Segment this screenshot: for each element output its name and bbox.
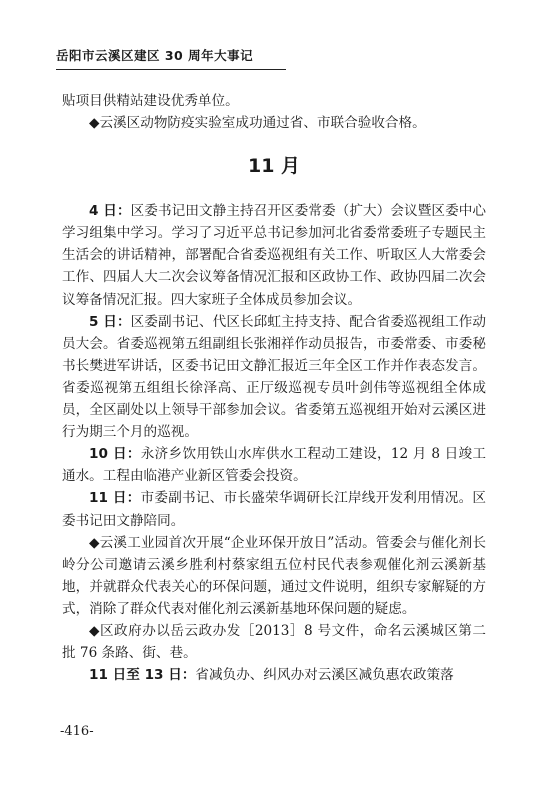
event-date: 11 日至 13 日：	[89, 667, 196, 684]
event-text: 省减负办、纠风办对云溪区减负惠农政策落	[195, 667, 454, 684]
event-entry	[62, 200, 486, 310]
event-entry	[62, 487, 486, 531]
event-text: 市委副书记、市长盛荣华调研长江岸线开发利用情况。区委书记田文静陪同。	[62, 490, 486, 529]
page-number: -416-	[60, 724, 94, 739]
continued-paragraph: 贴项目供精站建设优秀单位。	[62, 93, 239, 109]
event-date: 4 日：	[89, 203, 131, 220]
event-entry	[62, 311, 486, 444]
event-lab-acceptance: ◆云溪区动物防疫实验室成功通过省、市联合验收合格。	[89, 115, 426, 132]
running-header: 岳阳市云溪区建区 30 周年大事记	[56, 46, 286, 70]
event-text: 区委副书记、代区长邱虹主持支持、配合省委巡视组工作动员大会。省委巡视第五组副组长张湘祥作动员报告，市委常委、市委秘书长樊进军讲话，区委书记田文静汇报近三年全区工作并作表态发言。省委巡视第五组组长徐泽高、正厅级巡视专员叶剑伟等巡视组全体成员，全区副处以上领导干部参加会议。省委第五巡视组开始对云溪区进行为期三个月的巡视。	[62, 313, 486, 441]
event-date: 11 日：	[89, 490, 141, 507]
event-date: 10 日：	[89, 446, 141, 463]
event-entry: ◆区政府办以岳云政办发［2013］8 号文件，命名云溪城区第二批 76 条路、街、巷。	[62, 622, 486, 662]
month-heading: 11 月	[247, 155, 301, 178]
event-entry	[62, 664, 486, 686]
event-text: 永济乡饮用铁山水库供水工程动工建设，12 月 8 日竣工通水。工程由临港产业新区管委会投资。	[62, 446, 486, 485]
page-body	[62, 90, 486, 686]
event-entry: ◆云溪工业园首次开展“企业环保开放日”活动。管委会与催化剂长岭分公司邀请云溪乡胜利村蔡家组五位村民代表参观催化剂云溪新基地，并就群众代表关心的环保问题，通过文件说明，组织专家解疑的方式，消除了群众代表对催化剂云溪新基地环保问题的疑虑。	[62, 534, 486, 617]
event-text: 区委书记田文静主持召开区委常委（扩大）会议暨区委中心学习组集中学习。学习了习近平总书记参加河北省委常委班子专题民主生活会的讲话精神，部署配合省委巡视组有关工作、听取区人大常委会工作、四届人大二次会议筹备情况汇报和区政协工作、政协四届二次会议筹备情况汇报。四大家班子全体成员参加会议。	[62, 203, 486, 308]
event-entry	[62, 443, 486, 487]
event-date: 5 日：	[89, 313, 131, 330]
